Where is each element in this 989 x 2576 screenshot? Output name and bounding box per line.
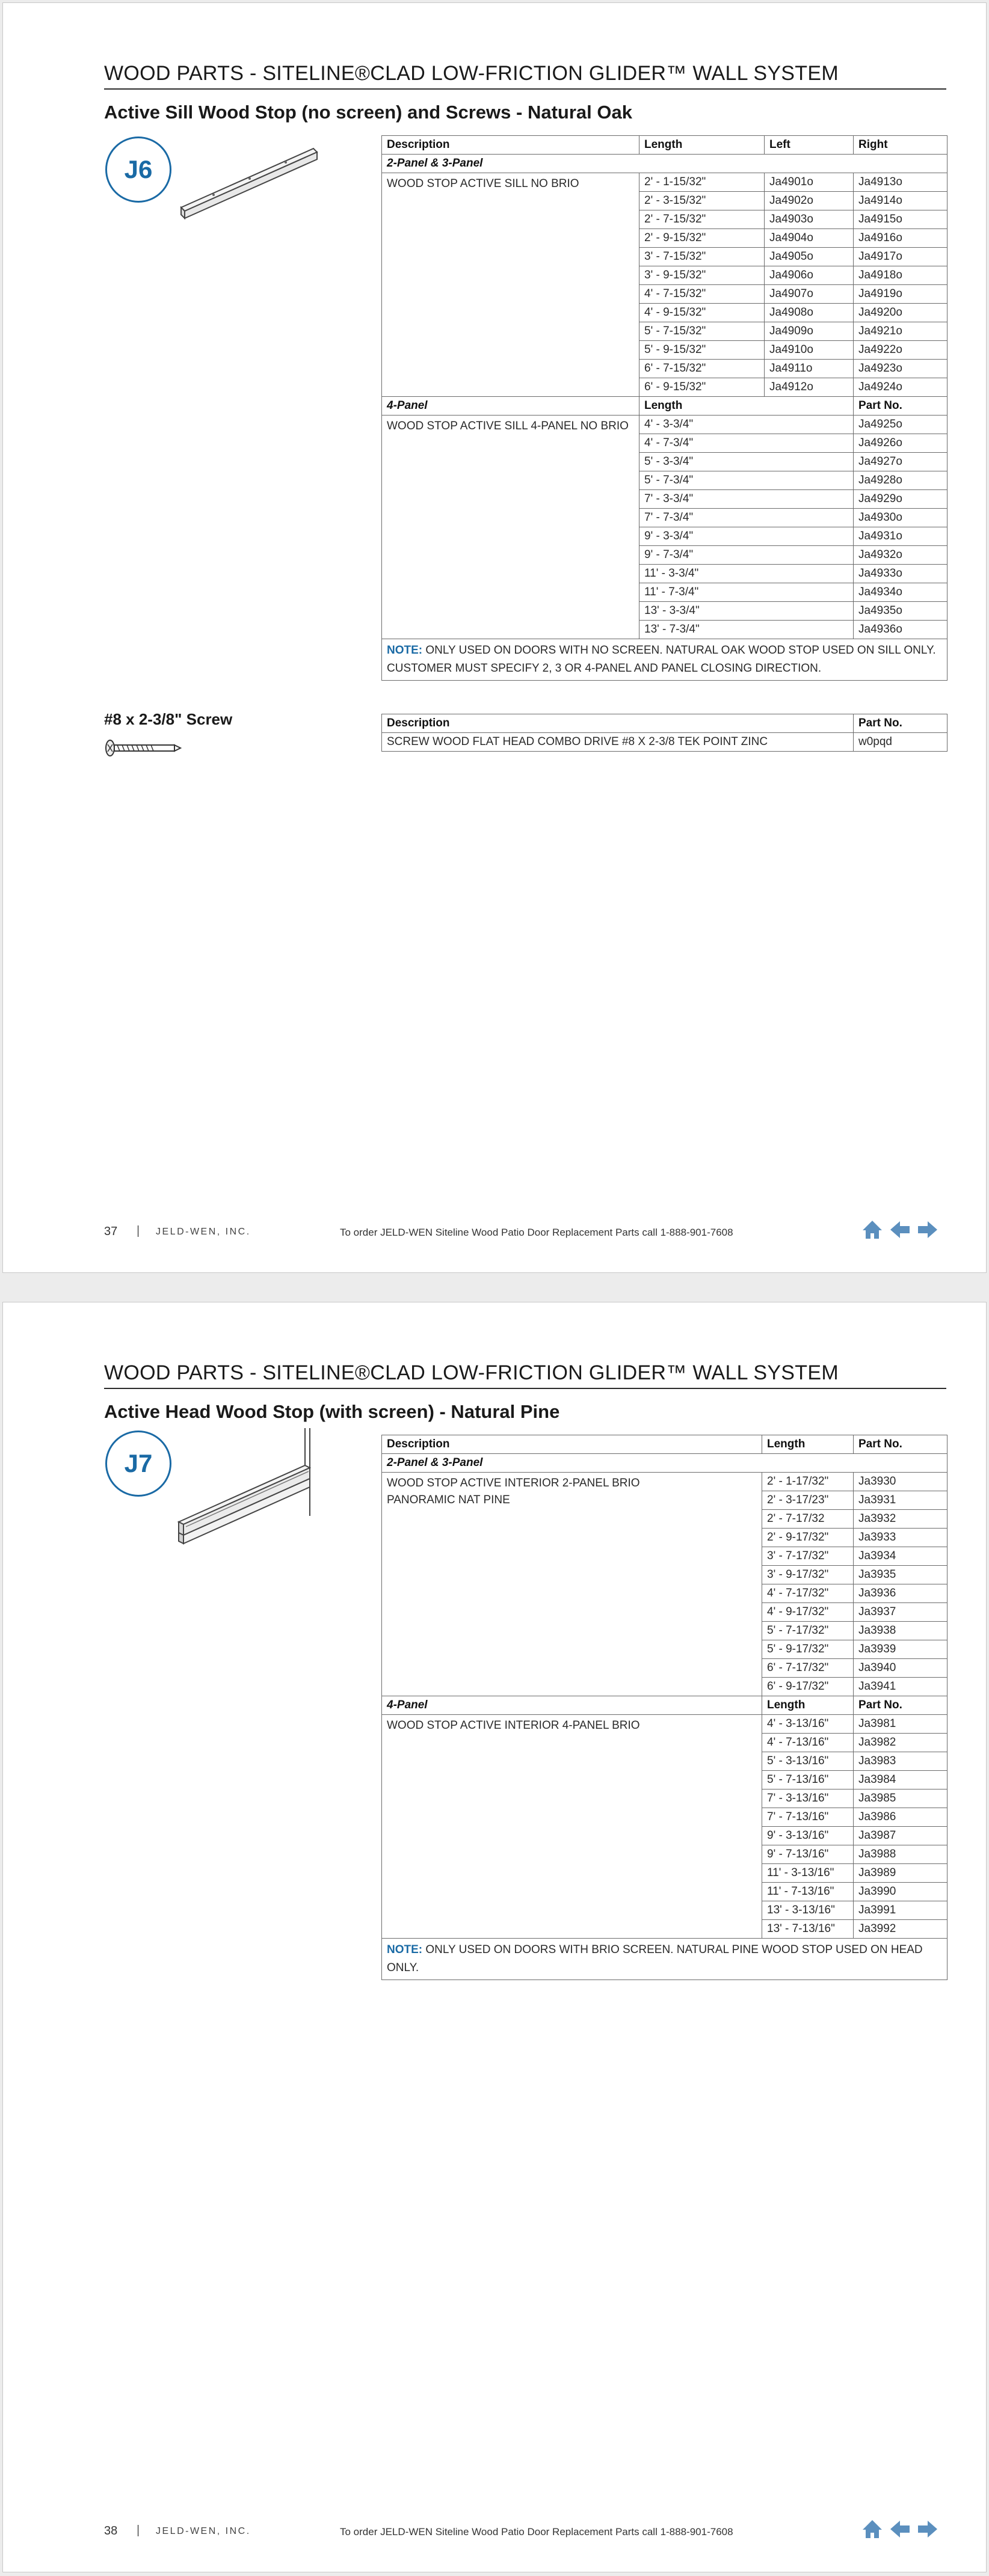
part-number-cell: Ja4936o bbox=[854, 621, 947, 639]
right-part-cell: Ja4918o bbox=[854, 266, 947, 285]
page-number: 37 bbox=[104, 1225, 118, 1238]
part-number-cell: Ja3939 bbox=[854, 1640, 947, 1659]
part-number-cell: Ja3982 bbox=[854, 1734, 947, 1752]
left-part-cell: Ja4901o bbox=[765, 173, 854, 192]
part-description: WOOD STOP ACTIVE INTERIOR 4-PANEL BRIO bbox=[382, 1715, 762, 1939]
right-part-cell: Ja4919o bbox=[854, 285, 947, 304]
right-part-cell: Ja4915o bbox=[854, 210, 947, 229]
table-row bbox=[382, 416, 947, 434]
note-label: NOTE: bbox=[387, 1943, 423, 1956]
next-page-icon[interactable] bbox=[916, 2518, 939, 2541]
part-number-cell: Ja4926o bbox=[854, 434, 947, 453]
right-part-cell: Ja4923o bbox=[854, 360, 947, 378]
part-subtitle: Active Head Wood Stop (with screen) - Natural Pine bbox=[104, 1401, 560, 1422]
column-header: Left bbox=[765, 136, 854, 155]
length-cell: 9' - 7-3/4" bbox=[639, 546, 854, 565]
length-cell: 6' - 7-17/32" bbox=[762, 1659, 854, 1678]
company-name: JELD-WEN, INC. bbox=[156, 2526, 251, 2536]
left-part-cell: Ja4905o bbox=[765, 248, 854, 266]
part-number-cell: Ja3989 bbox=[854, 1864, 947, 1883]
note bbox=[382, 639, 947, 681]
left-part-cell: Ja4907o bbox=[765, 285, 854, 304]
table-row bbox=[382, 1473, 947, 1491]
column-header: Description bbox=[382, 714, 854, 733]
left-part-cell: Ja4903o bbox=[765, 210, 854, 229]
group-header-row bbox=[382, 1454, 947, 1473]
note bbox=[382, 1939, 947, 1980]
table-row bbox=[382, 173, 947, 192]
part-number-cell: Ja4933o bbox=[854, 565, 947, 583]
length-cell: 2' - 7-15/32" bbox=[639, 210, 765, 229]
part-number-cell: Ja3987 bbox=[854, 1827, 947, 1845]
previous-page-icon[interactable] bbox=[889, 2518, 911, 2541]
right-part-cell: Ja4913o bbox=[854, 173, 947, 192]
length-cell: 13' - 7-13/16" bbox=[762, 1920, 854, 1939]
order-info: To order JELD-WEN Siteline Wood Patio Door Replacement Parts call 1-888-901-7608 bbox=[340, 1227, 733, 1238]
page-navigation bbox=[861, 2517, 939, 2541]
group-label: 2-Panel & 3-Panel bbox=[382, 1454, 947, 1473]
home-icon[interactable] bbox=[861, 2518, 884, 2541]
part-number-cell: Ja3930 bbox=[854, 1473, 947, 1491]
column-header: Length bbox=[639, 397, 854, 416]
left-part-cell: Ja4908o bbox=[765, 304, 854, 322]
part-badge: J6 bbox=[105, 136, 171, 203]
length-cell: 4' - 7-13/16" bbox=[762, 1734, 854, 1752]
part-badge: J7 bbox=[105, 1431, 171, 1497]
note-row bbox=[382, 639, 947, 681]
part-number-cell: Ja3992 bbox=[854, 1920, 947, 1939]
company-name: JELD-WEN, INC. bbox=[156, 1227, 251, 1237]
length-cell: 13' - 7-3/4" bbox=[639, 621, 854, 639]
right-part-cell: Ja4914o bbox=[854, 192, 947, 210]
column-header: Right bbox=[854, 136, 947, 155]
footer-separator: | bbox=[137, 1224, 140, 1237]
length-cell: 3' - 7-15/32" bbox=[639, 248, 765, 266]
length-cell: 7' - 3-13/16" bbox=[762, 1789, 854, 1808]
header-rule bbox=[104, 88, 946, 90]
left-part-cell: Ja4911o bbox=[765, 360, 854, 378]
column-header: Part No. bbox=[854, 1435, 947, 1454]
length-cell: 5' - 7-17/32" bbox=[762, 1622, 854, 1640]
length-cell: 2' - 3-15/32" bbox=[639, 192, 765, 210]
part-number-cell: Ja3938 bbox=[854, 1622, 947, 1640]
left-part-cell: Ja4910o bbox=[765, 341, 854, 360]
left-part-cell: Ja4912o bbox=[765, 378, 854, 397]
length-cell: 3' - 7-17/32" bbox=[762, 1547, 854, 1566]
page-navigation bbox=[861, 1218, 939, 1242]
table-header-row bbox=[382, 1435, 947, 1454]
left-part-cell: Ja4904o bbox=[765, 229, 854, 248]
length-cell: 13' - 3-13/16" bbox=[762, 1901, 854, 1920]
left-part-cell: Ja4902o bbox=[765, 192, 854, 210]
left-part-cell: Ja4909o bbox=[765, 322, 854, 341]
part-number-cell: Ja3935 bbox=[854, 1566, 947, 1584]
part-description: WOOD STOP ACTIVE SILL NO BRIO bbox=[382, 173, 639, 397]
part-number-cell: Ja3940 bbox=[854, 1659, 947, 1678]
part-number-cell: Ja4927o bbox=[854, 453, 947, 471]
length-cell: 4' - 9-15/32" bbox=[639, 304, 765, 322]
length-cell: 7' - 7-3/4" bbox=[639, 509, 854, 527]
length-cell: 11' - 7-13/16" bbox=[762, 1883, 854, 1901]
group-label: 4-Panel bbox=[382, 397, 639, 416]
part-number-cell: Ja3937 bbox=[854, 1603, 947, 1622]
part-description: SCREW WOOD FLAT HEAD COMBO DRIVE #8 X 2-3/8 TEK POINT ZINC bbox=[382, 733, 854, 752]
length-cell: 6' - 7-15/32" bbox=[639, 360, 765, 378]
part-number-cell: Ja4931o bbox=[854, 527, 947, 546]
order-info: To order JELD-WEN Siteline Wood Patio Door Replacement Parts call 1-888-901-7608 bbox=[340, 2526, 733, 2538]
part-number-cell: Ja4930o bbox=[854, 509, 947, 527]
length-cell: 5' - 7-3/4" bbox=[639, 471, 854, 490]
group-header-row bbox=[382, 1696, 947, 1715]
table-header-row bbox=[382, 136, 947, 155]
part-number-cell: Ja3931 bbox=[854, 1491, 947, 1510]
header-rule bbox=[104, 1388, 946, 1389]
part-number-cell: Ja3991 bbox=[854, 1901, 947, 1920]
right-part-cell: Ja4920o bbox=[854, 304, 947, 322]
left-part-cell: Ja4906o bbox=[765, 266, 854, 285]
sill-wood-stop-illustration bbox=[177, 136, 322, 227]
part-number-cell: Ja4929o bbox=[854, 490, 947, 509]
head-stop-parts-table bbox=[381, 1435, 947, 1980]
part-number-cell: w0pqd bbox=[854, 733, 947, 752]
column-header: Part No. bbox=[854, 1696, 947, 1715]
part-number-cell: Ja3933 bbox=[854, 1529, 947, 1547]
length-cell: 9' - 3-3/4" bbox=[639, 527, 854, 546]
column-header: Length bbox=[762, 1435, 854, 1454]
length-cell: 2' - 1-15/32" bbox=[639, 173, 765, 192]
group-header-row bbox=[382, 155, 947, 173]
screw-parts-table bbox=[381, 714, 947, 752]
length-cell: 11' - 3-13/16" bbox=[762, 1864, 854, 1883]
right-part-cell: Ja4916o bbox=[854, 229, 947, 248]
length-cell: 5' - 3-13/16" bbox=[762, 1752, 854, 1771]
length-cell: 7' - 3-3/4" bbox=[639, 490, 854, 509]
previous-page-icon[interactable] bbox=[889, 1218, 911, 1241]
table-header-row bbox=[382, 714, 947, 733]
length-cell: 4' - 9-17/32" bbox=[762, 1603, 854, 1622]
part-number-cell: Ja4932o bbox=[854, 546, 947, 565]
length-cell: 7' - 7-13/16" bbox=[762, 1808, 854, 1827]
part-number-cell: Ja3932 bbox=[854, 1510, 947, 1529]
length-cell: 3' - 9-17/32" bbox=[762, 1566, 854, 1584]
length-cell: 5' - 7-13/16" bbox=[762, 1771, 854, 1789]
part-number-cell: Ja3986 bbox=[854, 1808, 947, 1827]
part-number-cell: Ja4925o bbox=[854, 416, 947, 434]
length-cell: 4' - 3-3/4" bbox=[639, 416, 854, 434]
length-cell: 9' - 7-13/16" bbox=[762, 1845, 854, 1864]
table-row bbox=[382, 1715, 947, 1734]
part-number-cell: Ja3941 bbox=[854, 1678, 947, 1696]
part-subtitle: Active Sill Wood Stop (no screen) and Screws - Natural Oak bbox=[104, 102, 632, 123]
length-cell: 5' - 9-17/32" bbox=[762, 1640, 854, 1659]
length-cell: 11' - 3-3/4" bbox=[639, 565, 854, 583]
table-row bbox=[382, 733, 947, 752]
section-header: WOOD PARTS - SITELINE®CLAD LOW-FRICTION GLIDER™ WALL SYSTEM bbox=[104, 62, 839, 85]
page-number: 38 bbox=[104, 2524, 118, 2538]
right-part-cell: Ja4921o bbox=[854, 322, 947, 341]
column-header: Description bbox=[382, 136, 639, 155]
length-cell: 4' - 7-3/4" bbox=[639, 434, 854, 453]
group-label: 4-Panel bbox=[382, 1696, 762, 1715]
part-description: WOOD STOP ACTIVE SILL 4-PANEL NO BRIO bbox=[382, 416, 639, 639]
part-description: WOOD STOP ACTIVE INTERIOR 2-PANEL BRIO PANORAMIC NAT PINE bbox=[382, 1473, 762, 1696]
length-cell: 6' - 9-15/32" bbox=[639, 378, 765, 397]
note-row bbox=[382, 1939, 947, 1980]
catalog-page-37 bbox=[2, 2, 987, 1273]
screw-title: #8 x 2-3/8" Screw bbox=[104, 710, 233, 728]
head-wood-stop-illustration bbox=[173, 1426, 317, 1546]
length-cell: 13' - 3-3/4" bbox=[639, 602, 854, 621]
length-cell: 2' - 1-17/32" bbox=[762, 1473, 854, 1491]
length-cell: 2' - 3-17/23" bbox=[762, 1491, 854, 1510]
group-label: 2-Panel & 3-Panel bbox=[382, 155, 947, 173]
part-number-cell: Ja3985 bbox=[854, 1789, 947, 1808]
part-number-cell: Ja3990 bbox=[854, 1883, 947, 1901]
note-text: ONLY USED ON DOORS WITH BRIO SCREEN. NATURAL PINE WOOD STOP USED ON HEAD ONLY. bbox=[387, 1943, 923, 1974]
column-header: Length bbox=[639, 136, 765, 155]
length-cell: 5' - 9-15/32" bbox=[639, 341, 765, 360]
part-number-cell: Ja3983 bbox=[854, 1752, 947, 1771]
home-icon[interactable] bbox=[861, 1218, 884, 1241]
part-number-cell: Ja3936 bbox=[854, 1584, 947, 1603]
note-label: NOTE: bbox=[387, 644, 423, 657]
column-header: Part No. bbox=[854, 714, 947, 733]
section-header: WOOD PARTS - SITELINE®CLAD LOW-FRICTION GLIDER™ WALL SYSTEM bbox=[104, 1361, 839, 1384]
column-header: Part No. bbox=[854, 397, 947, 416]
column-header: Description bbox=[382, 1435, 762, 1454]
length-cell: 6' - 9-17/32" bbox=[762, 1678, 854, 1696]
length-cell: 11' - 7-3/4" bbox=[639, 583, 854, 602]
length-cell: 2' - 7-17/32 bbox=[762, 1510, 854, 1529]
part-number-cell: Ja3981 bbox=[854, 1715, 947, 1734]
right-part-cell: Ja4924o bbox=[854, 378, 947, 397]
length-cell: 3' - 9-15/32" bbox=[639, 266, 765, 285]
length-cell: 4' - 3-13/16" bbox=[762, 1715, 854, 1734]
length-cell: 4' - 7-15/32" bbox=[639, 285, 765, 304]
part-number-cell: Ja3934 bbox=[854, 1547, 947, 1566]
footer-separator: | bbox=[137, 2524, 140, 2537]
screw-illustration bbox=[104, 738, 182, 758]
right-part-cell: Ja4917o bbox=[854, 248, 947, 266]
note-text: ONLY USED ON DOORS WITH NO SCREEN. NATURAL OAK WOOD STOP USED ON SILL ONLY. CUSTOMER MUST SPECIFY 2, 3 OR 4-PANEL AND PANEL CLOSING DIRECTION. bbox=[387, 644, 936, 675]
catalog-page-38 bbox=[2, 1302, 987, 2572]
column-header: Length bbox=[762, 1696, 854, 1715]
part-number-cell: Ja4934o bbox=[854, 583, 947, 602]
length-cell: 4' - 7-17/32" bbox=[762, 1584, 854, 1603]
length-cell: 5' - 3-3/4" bbox=[639, 453, 854, 471]
next-page-icon[interactable] bbox=[916, 1218, 939, 1241]
part-number-cell: Ja4928o bbox=[854, 471, 947, 490]
sill-stop-parts-table bbox=[381, 135, 947, 681]
part-number-cell: Ja4935o bbox=[854, 602, 947, 621]
length-cell: 2' - 9-17/32" bbox=[762, 1529, 854, 1547]
length-cell: 5' - 7-15/32" bbox=[639, 322, 765, 341]
right-part-cell: Ja4922o bbox=[854, 341, 947, 360]
length-cell: 2' - 9-15/32" bbox=[639, 229, 765, 248]
part-number-cell: Ja3984 bbox=[854, 1771, 947, 1789]
length-cell: 9' - 3-13/16" bbox=[762, 1827, 854, 1845]
group-header-row bbox=[382, 397, 947, 416]
part-number-cell: Ja3988 bbox=[854, 1845, 947, 1864]
